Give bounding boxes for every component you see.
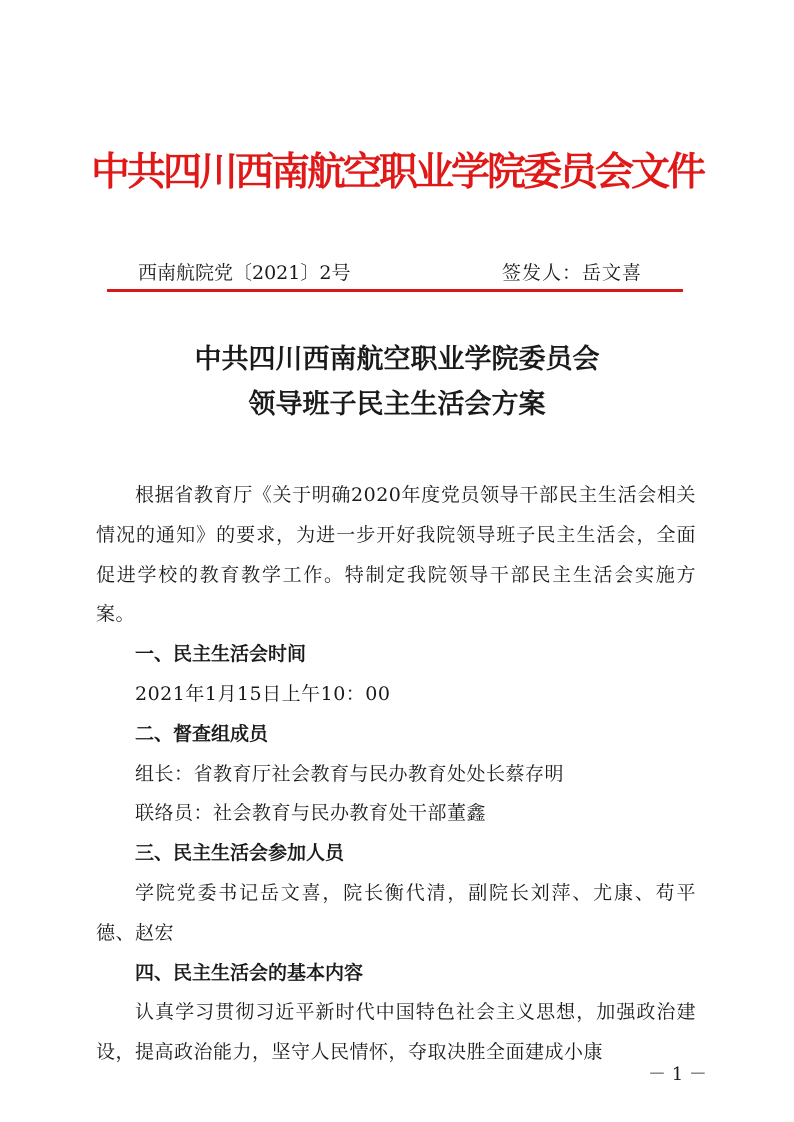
document-number: 西南航院党〔2021〕2号 [138, 262, 351, 284]
section-3-heading: 三、民主生活会参加人员 [135, 842, 345, 865]
intro-paragraph: 根据省教育厅《关于明确2020年度党员领导干部民主生活会相关情况的通知》的要求，为进一步开好我院领导班子民主生活会，全面促进学校的教育教学工作。特制定我院领导干部民主生活会实施方案。 [96, 484, 696, 626]
section-1-content: 2021年1月15日上午10：00 [135, 682, 391, 705]
document-title-line-2: 领导班子民主生活会方案 [248, 389, 546, 420]
section-2-liaison: 联络员：社会教育与民办教育处干部董鑫 [135, 802, 487, 825]
signer-label: 签发人：岳文喜 [502, 262, 643, 284]
document-masthead: 中共四川西南航空职业学院委员会文件 [90, 149, 703, 195]
section-2-heading: 二、督查组成员 [135, 722, 269, 745]
section-4-heading: 四、民主生活会的基本内容 [135, 961, 364, 984]
section-3-content: 学院党委书记岳文喜，院长衡代清，副院长刘萍、尤康、苟平德、赵宏 [96, 881, 696, 944]
page-number: － 1 － [648, 1064, 707, 1085]
red-divider-line [107, 289, 683, 292]
section-1-heading: 一、民主生活会时间 [135, 643, 307, 666]
document-title-line-1: 中共四川西南航空职业学院委员会 [194, 344, 600, 375]
section-4-content: 认真学习贯彻习近平新时代中国特色社会主义思想，加强政治建设，提高政治能力，坚守人民情怀，夺取决胜全面建成小康 [96, 1001, 696, 1064]
section-2-leader: 组长：省教育厅社会教育与民办教育处处长蔡存明 [135, 762, 565, 785]
document-body [96, 476, 696, 1073]
